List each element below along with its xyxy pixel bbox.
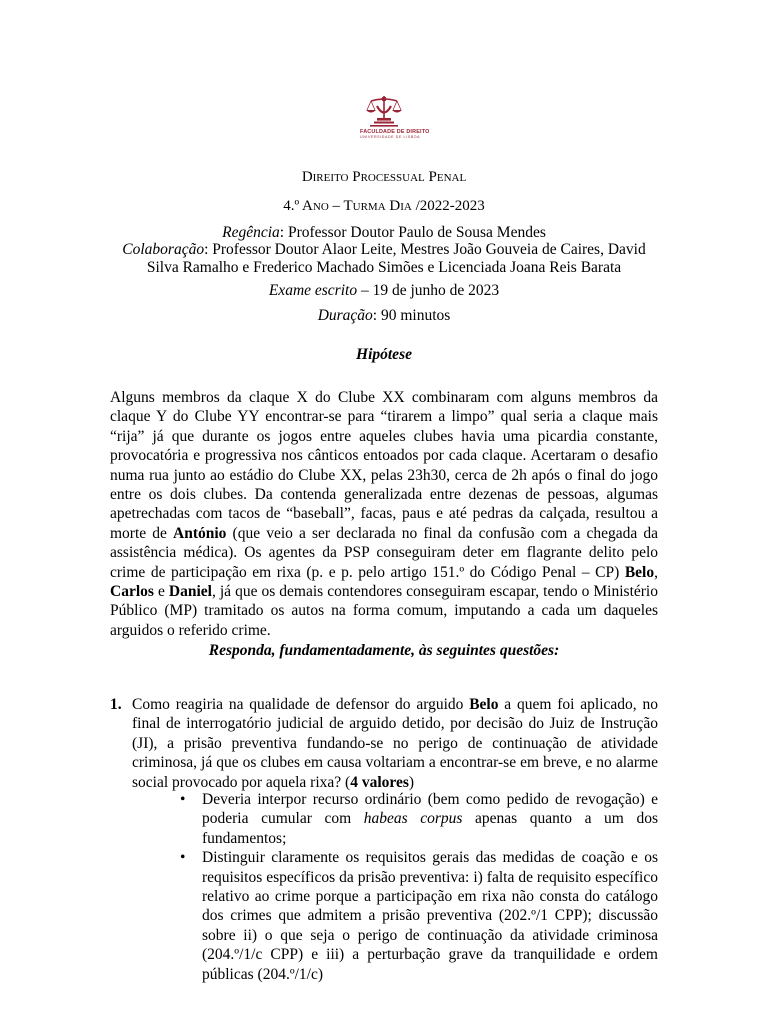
regencia-line (0, 224, 768, 242)
bullet-2-text: Distinguir claramente os requisitos gerais das medidas de coação e os requisitos específicos da prisão preventiva: i) falta de requisito específico relativo ao crime porque a participação em rixa não consta do catálogo dos crimes que admitem a prisão preventiva (202.º/1 CPP); discussão sobre ii) o que seja o perigo de continuação da atividade criminosa (204.º/1/c CPP) e iii) a perturbação grave da tranquilidade e ordem públicas (204.º/1/c) (202, 849, 658, 983)
case-separator-1: , (654, 563, 658, 581)
question-points: 4 valores (350, 773, 409, 791)
bullet-icon: • (180, 791, 186, 808)
case-name-carlos: Carlos (110, 583, 154, 601)
year-class-label: 4.º Ano – Turma Dia (283, 198, 412, 214)
regencia-value: : Professor Doutor Paulo de Sousa Mendes (279, 224, 546, 241)
question-text-c: ) (408, 773, 415, 791)
duration-value: : 90 minutos (372, 307, 451, 324)
case-text-part-2: (que veio a ser declarada no final da confusão com a chegada da assistência médica). Os agentes da PSP conseguiram deter em flagrante delito pelo crime de participação em rixa (p. e p. pelo artigo 151.º do Código Penal – CP) (110, 524, 658, 581)
case-text-part-1: Alguns membros da claque X do Clube XX combinaram com alguns membros da claque Y do Clube YY encontrar-se para “tirarem a limpo” qual seria a claque mais “rija” já que durante os jogos entre aqueles clubes havia uma picardia constante, provocatória e progressiva nos cânticos entoados por cada claque. Acertaram o desafio numa rua junto ao estádio do Clube XX, pelas 23h30, cerca de 2h após o final do jogo entre os dois clubes. Da contenda generalizada entre dezenas de pessoas, algumas apetrechadas com tacos de “baseball”, facas, paus e até pedras da calçada, resultou a morte de (110, 389, 658, 542)
bullet-1-text-b: apenas quanto a um dos fundamentos; (202, 810, 658, 847)
instruction-heading: Responda, fundamentadamente, às seguintes questões: (208, 642, 560, 659)
exam-date: – 19 de junho de 2023 (357, 282, 500, 299)
bullet-1-text-a: Deveria interpor recurso ordinário (bem como pedido de revogação) e poderia cumular com (202, 791, 658, 828)
colaboracao-line (0, 241, 768, 277)
logo-faculty-name: FACULDADE DE DIREITO (360, 129, 430, 135)
question-number: 1. (110, 696, 122, 713)
faculty-logo (360, 94, 430, 139)
question-1 (110, 695, 658, 792)
case-name-belo: Belo (624, 563, 655, 581)
course-year-class (0, 197, 768, 215)
colaboracao-label: Colaboração (122, 241, 205, 258)
list-item (178, 790, 658, 848)
question-text (132, 695, 658, 792)
course-title: Direito Processual Penal (301, 169, 467, 185)
duration-label: Duração (317, 307, 373, 324)
question-name-belo: Belo (469, 696, 499, 713)
case-name-daniel: Daniel (168, 583, 212, 601)
regencia-label: Regência (222, 224, 280, 241)
logo-university-name: UNIVERSIDADE DE LISBOA (360, 135, 421, 139)
list-item (178, 848, 658, 984)
exam-label: Exame escrito (268, 282, 358, 299)
case-text-part-3: , já que os demais contendores conseguiram escapar, tendo o Ministério Público (MP) tramitado os autos na forma comum, imputando a cada um daqueles arguidos o referido crime. (110, 583, 658, 639)
case-paragraph (110, 388, 658, 640)
section-heading-hipotese: Hipótese (356, 346, 412, 363)
case-separator-2: e (153, 583, 169, 601)
question-text-b: a quem foi aplicado, no final de interrogatório judicial de arguido detido, por decisão do Juiz de Instrução (JI), a prisão preventiva fundando-se no perigo de continuação de atividade criminosa, já que os clubes em causa voltariam a encontrar-se em breve, e no alarme social provocado por aquela rixa? ( (132, 696, 658, 791)
bullet-1-italic: habeas corpus (363, 810, 463, 828)
case-name-antonio: António (173, 524, 227, 542)
question-text-a: Como reagiria na qualidade de defensor do arguido (132, 696, 470, 713)
scales-of-justice-icon (364, 94, 404, 128)
academic-year: /2022-2023 (411, 198, 485, 214)
answer-bullets (178, 790, 658, 984)
exam-date-line (0, 282, 768, 300)
colaboracao-value: : Professor Doutor Alaor Leite, Mestres João Gouveia de Caires, David Silva Ramalho e Frederico Machado Simões e Licenciada Joana Reis Barata (146, 241, 646, 276)
bullet-icon: • (180, 849, 186, 867)
duration-line (0, 307, 768, 325)
